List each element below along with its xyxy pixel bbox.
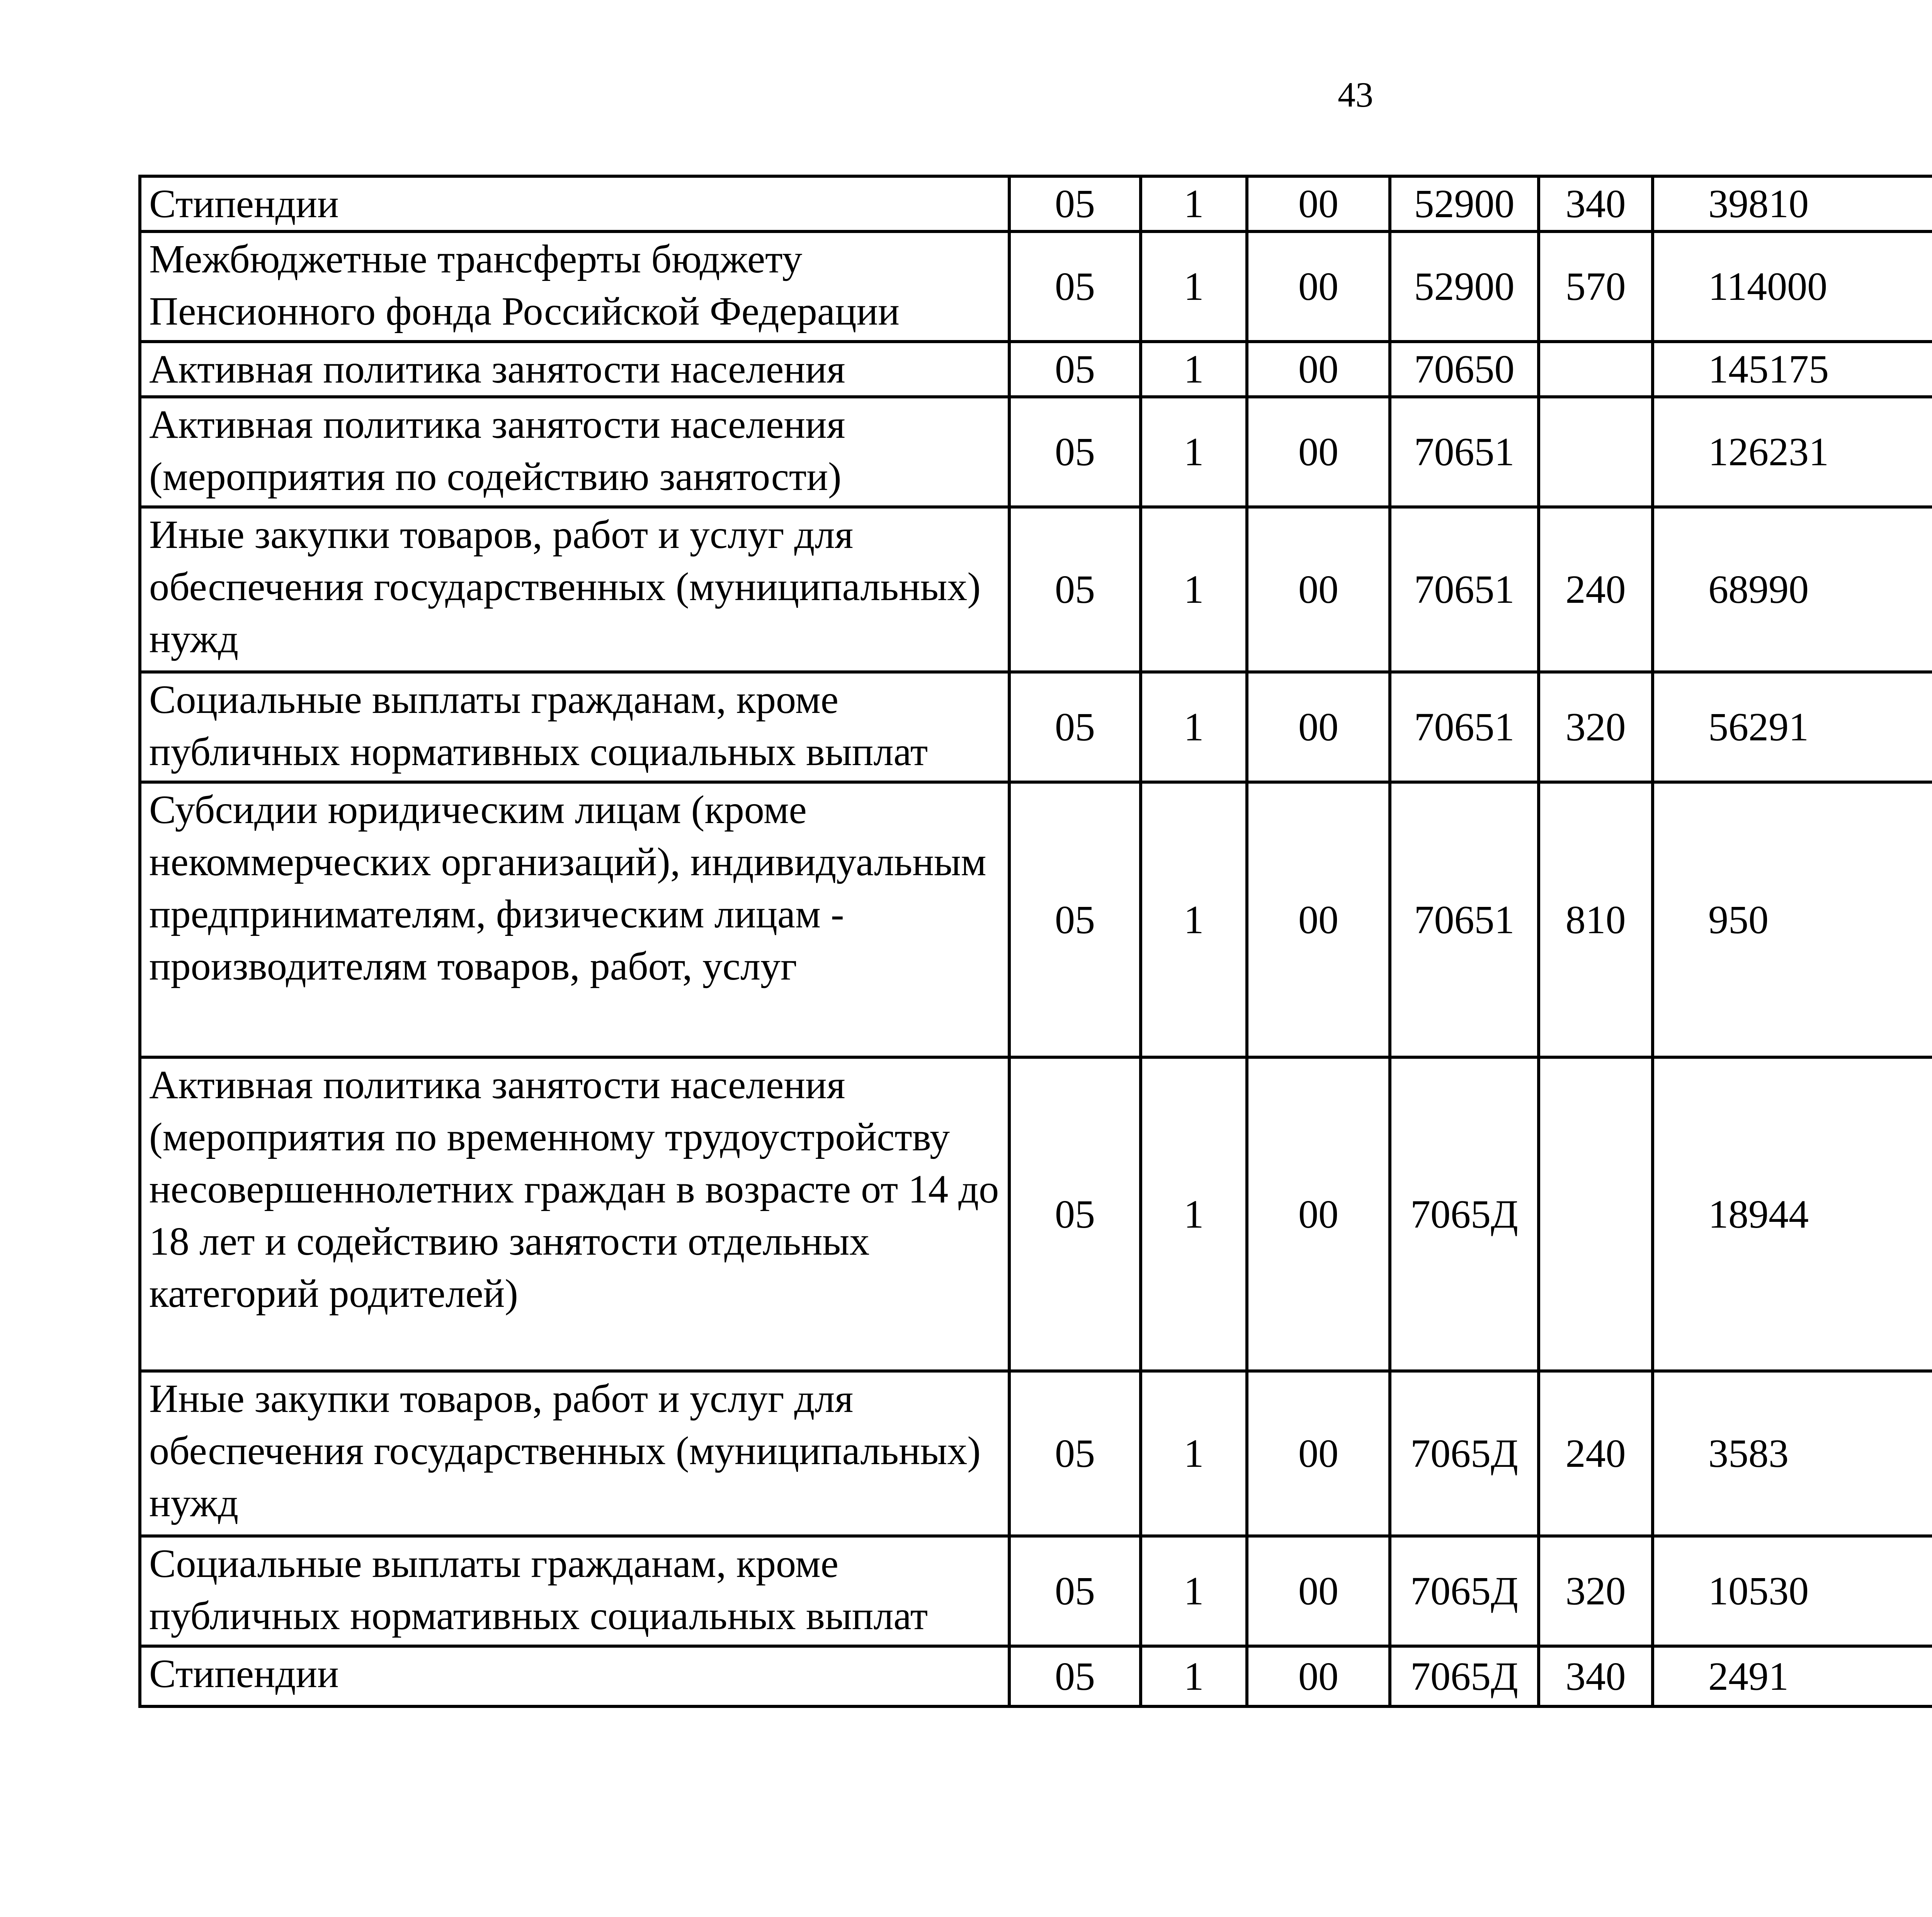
target-article-code-cell: 70651 (1390, 397, 1539, 507)
section-code-cell: 05 (1009, 672, 1141, 782)
item-name-cell: Активная политика занятости населения (140, 342, 1009, 397)
item-name-cell: Стипендии (140, 1646, 1009, 1706)
program-code-cell: 00 (1247, 672, 1390, 782)
item-name-cell: Социальные выплаты гражданам, кроме публичных нормативных социальных выплат (140, 672, 1009, 782)
table-row (140, 672, 1932, 782)
table-row (140, 342, 1932, 397)
subsection-code-cell: 1 (1141, 176, 1247, 231)
item-name-cell: Социальные выплаты гражданам, кроме публичных нормативных социальных выплат (140, 1536, 1009, 1646)
subsection-code-cell: 1 (1141, 231, 1247, 342)
target-article-code-cell: 70651 (1390, 672, 1539, 782)
section-code-cell: 05 (1009, 507, 1141, 672)
subsection-code-cell: 1 (1141, 342, 1247, 397)
amount-year-1-cell: 950 (1653, 782, 1932, 1057)
expense-type-code-cell: 320 (1539, 1536, 1653, 1646)
amount-year-1-cell: 56291 (1653, 672, 1932, 782)
section-code-cell: 05 (1009, 1646, 1141, 1706)
table-row (140, 1536, 1932, 1646)
table-row (140, 1057, 1932, 1371)
target-article-code-cell: 52900 (1390, 231, 1539, 342)
expense-type-code-cell: 320 (1539, 672, 1653, 782)
table-row (140, 231, 1932, 342)
item-name-cell: Иные закупки товаров, работ и услуг для обеспечения государственных (муниципальных) нужд (140, 507, 1009, 672)
section-code-cell: 05 (1009, 176, 1141, 231)
amount-year-1-cell: 3583 (1653, 1371, 1932, 1536)
program-code-cell: 00 (1247, 1646, 1390, 1706)
expense-type-code-cell: 340 (1539, 176, 1653, 231)
program-code-cell: 00 (1247, 507, 1390, 672)
item-name-cell: Субсидии юридическим лицам (кроме некоммерческих организаций), индивидуальным предпринимателям, физическим лицам - производителям товаров, работ, услуг (140, 782, 1009, 1057)
subsection-code-cell: 1 (1141, 672, 1247, 782)
section-code-cell: 05 (1009, 397, 1141, 507)
budget-table (138, 175, 1932, 1708)
section-code-cell: 05 (1009, 342, 1141, 397)
subsection-code-cell: 1 (1141, 1057, 1247, 1371)
table-row (140, 1371, 1932, 1536)
amount-year-1-cell: 39810 (1653, 176, 1932, 231)
program-code-cell: 00 (1247, 231, 1390, 342)
amount-year-1-cell: 68990 (1653, 507, 1932, 672)
target-article-code-cell: 52900 (1390, 176, 1539, 231)
program-code-cell: 00 (1247, 176, 1390, 231)
page-number: 43 (1338, 75, 1373, 114)
target-article-code-cell: 70651 (1390, 782, 1539, 1057)
expense-type-code-cell: 240 (1539, 507, 1653, 672)
table-row (140, 397, 1932, 507)
table-row (140, 782, 1932, 1057)
expense-type-code-cell: 340 (1539, 1646, 1653, 1706)
program-code-cell: 00 (1247, 1371, 1390, 1536)
expense-type-code-cell: 570 (1539, 231, 1653, 342)
expense-type-code-cell: 240 (1539, 1371, 1653, 1536)
amount-year-1-cell: 126231 (1653, 397, 1932, 507)
item-name-cell: Иные закупки товаров, работ и услуг для обеспечения государственных (муниципальных) нужд (140, 1371, 1009, 1536)
expense-type-code-cell (1539, 342, 1653, 397)
section-code-cell: 05 (1009, 1536, 1141, 1646)
subsection-code-cell: 1 (1141, 782, 1247, 1057)
item-name-cell: Межбюджетные трансферты бюджету Пенсионного фонда Российской Федерации (140, 231, 1009, 342)
expense-type-code-cell (1539, 1057, 1653, 1371)
target-article-code-cell: 7065Д (1390, 1536, 1539, 1646)
subsection-code-cell: 1 (1141, 1371, 1247, 1536)
expense-type-code-cell (1539, 397, 1653, 507)
amount-year-1-cell: 114000 (1653, 231, 1932, 342)
target-article-code-cell: 7065Д (1390, 1371, 1539, 1536)
target-article-code-cell: 70651 (1390, 507, 1539, 672)
amount-year-1-cell: 18944 (1653, 1057, 1932, 1371)
budget-table-body (140, 176, 1932, 1706)
target-article-code-cell: 7065Д (1390, 1057, 1539, 1371)
table-row (140, 176, 1932, 231)
program-code-cell: 00 (1247, 782, 1390, 1057)
expense-type-code-cell: 810 (1539, 782, 1653, 1057)
subsection-code-cell: 1 (1141, 1646, 1247, 1706)
target-article-code-cell: 7065Д (1390, 1646, 1539, 1706)
program-code-cell: 00 (1247, 1057, 1390, 1371)
table-row (140, 507, 1932, 672)
program-code-cell: 00 (1247, 1536, 1390, 1646)
subsection-code-cell: 1 (1141, 1536, 1247, 1646)
section-code-cell: 05 (1009, 1371, 1141, 1536)
amount-year-1-cell: 10530 (1653, 1536, 1932, 1646)
table-row (140, 1646, 1932, 1706)
section-code-cell: 05 (1009, 231, 1141, 342)
amount-year-1-cell: 2491 (1653, 1646, 1932, 1706)
target-article-code-cell: 70650 (1390, 342, 1539, 397)
item-name-cell: Стипендии (140, 176, 1009, 231)
item-name-cell: Активная политика занятости населения (мероприятия по временному трудоустройству несовершеннолетних граждан в возрасте от 14 до 18 лет и содействию занятости отдельных категорий родителей) (140, 1057, 1009, 1371)
item-name-cell: Активная политика занятости населения (мероприятия по содействию занятости) (140, 397, 1009, 507)
program-code-cell: 00 (1247, 397, 1390, 507)
subsection-code-cell: 1 (1141, 507, 1247, 672)
subsection-code-cell: 1 (1141, 397, 1247, 507)
section-code-cell: 05 (1009, 1057, 1141, 1371)
section-code-cell: 05 (1009, 782, 1141, 1057)
program-code-cell: 00 (1247, 342, 1390, 397)
amount-year-1-cell: 145175 (1653, 342, 1932, 397)
